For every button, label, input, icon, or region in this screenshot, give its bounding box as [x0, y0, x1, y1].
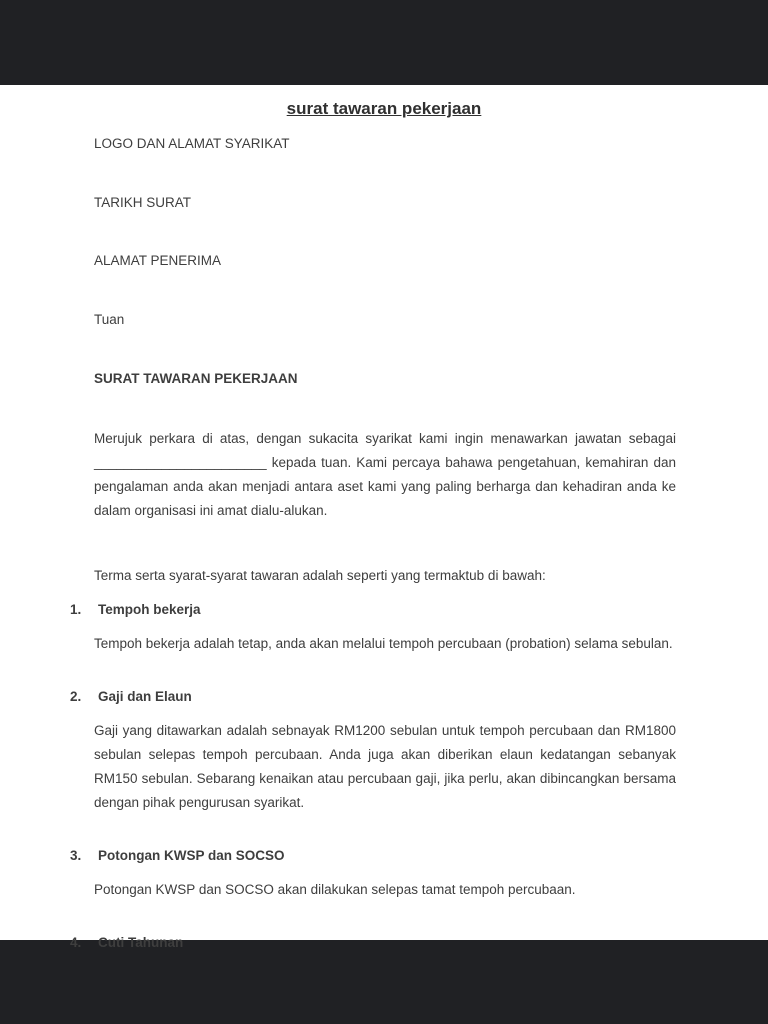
term-item-heading — [70, 934, 676, 951]
term-item-1 — [0, 601, 768, 656]
letter-date-placeholder: TARIKH SURAT — [94, 195, 192, 210]
item-number: 1. — [70, 602, 82, 617]
term-item-heading — [70, 688, 676, 705]
salutation-line: Tuan — [94, 312, 125, 327]
item-body-text: Potongan KWSP dan SOCSO akan dilakukan selepas tamat tempoh percubaan. — [94, 882, 576, 897]
item-body-text: Gaji yang ditawarkan adalah sebnayak RM1200 sebulan untuk tempoh percubaan dan RM1800 sebulan selepas tempoh percubaan. Anda juga akan diberikan elaun kedatangan sebanyak RM150 sebulan. Sebarang kenaikan atau percubaan gaji, jika perlu, akan dibincangkan bersama dengan pihak pengurusan syarikat. — [94, 723, 676, 810]
terms-list — [0, 601, 768, 951]
document-title: surat tawaran pekerjaan — [286, 99, 482, 118]
item-number: 2. — [70, 689, 82, 704]
item-heading-text: Gaji dan Elaun — [98, 689, 192, 704]
term-item-heading — [70, 847, 676, 864]
document-page — [0, 85, 768, 950]
terms-intro-line: Terma serta syarat-syarat tawaran adalah seperti yang termaktub di bawah: — [94, 568, 546, 583]
recipient-address-placeholder: ALAMAT PENERIMA — [94, 253, 222, 268]
term-item-heading — [70, 601, 676, 618]
term-item-4 — [0, 934, 768, 951]
item-body-text: Tempoh bekerja adalah tetap, anda akan melalui tempoh percubaan (probation) selama sebulan. — [94, 636, 673, 651]
company-logo-placeholder: LOGO DAN ALAMAT SYARIKAT — [94, 136, 290, 151]
item-number: 3. — [70, 848, 82, 863]
term-item-3 — [0, 847, 768, 902]
item-number: 4. — [70, 935, 82, 950]
term-item-2 — [0, 688, 768, 815]
subject-line: SURAT TAWARAN PEKERJAAN — [94, 371, 298, 386]
intro-paragraph: Merujuk perkara di atas, dengan sukacita syarikat kami ingin menawarkan jawatan sebagai _______________________ kepada tuan. Kami percaya bahawa pengetahuan, kemahiran dan pengalaman anda akan menjadi antara aset kami yang paling berharga dan kehadiran anda ke dalam organisasi ini amat dialu-alukan. — [94, 431, 676, 518]
item-heading-text: Potongan KWSP dan SOCSO — [98, 848, 285, 863]
item-heading-text: Cuti Tahunan — [98, 935, 184, 950]
item-heading-text: Tempoh bekerja — [98, 602, 201, 617]
